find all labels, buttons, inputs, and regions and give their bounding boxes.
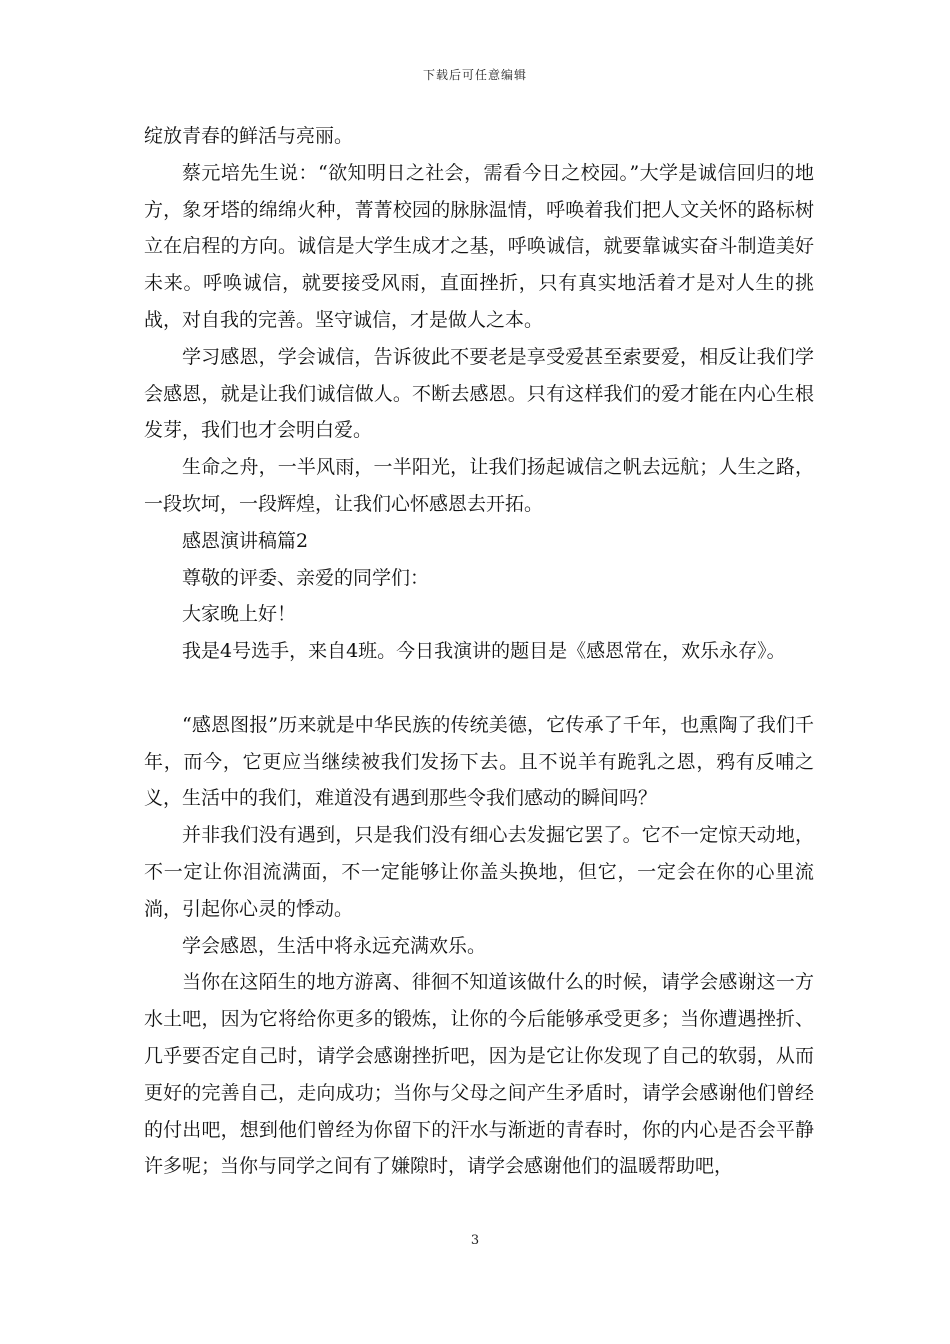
paragraph-joy: 学会感恩，生活中将永远充满欢乐。 xyxy=(182,934,487,957)
blank-line xyxy=(144,670,814,707)
page-number: 3 xyxy=(470,1233,480,1248)
section-heading: 感恩演讲稿篇2 xyxy=(182,529,309,552)
paragraph-boat-of-life: 生命之舟，一半风雨，一半阳光，让我们扬起诚信之帆去远航；人生之路，一段坎坷，一段辉煌，让我们心怀感恩去开拓。 xyxy=(144,456,814,515)
paragraph-tradition: “感恩图报”历来就是中华民族的传统美德，它传承了千年，也熏陶了我们千年，而今，它更应当继续被我们发扬下去。且不说羊有跪乳之恩，鸦有反哺之义，生活中的我们，难道没有遇到那些令我们感动的瞬间吗？ xyxy=(144,713,814,810)
speaker-intro: 我是4号选手，来自4班。今日我演讲的题目是《感恩常在，欢乐永存》。 xyxy=(182,640,786,663)
salutation: 尊敬的评委、亲爱的同学们： xyxy=(182,566,430,589)
page-header: 下载后可任意编辑 xyxy=(422,68,527,82)
paragraph-continuation: 绽放青春的鲜活与亮丽。 xyxy=(144,125,354,147)
paragraph-when-you: 当你在这陌生的地方游离、徘徊不知道该做什么的时候，请学会感谢这一方水土吧，因为它将给你更多的锻炼，让你的今后能够承受更多；当你遭遇挫折、几乎要否定自己时，请学会感谢挫折吧，因为是它让你发现了自己的软弱，从而更好的完善自己，走向成功；当你与父母之间产生矛盾时，请学会感谢他们曾经的付出吧，想到他们曾经为你留下的汗水与渐逝的青春时，你的内心是否会平静许多呢；当你与同学之间有了嫌隙时，请学会感谢他们的温暖帮助吧， xyxy=(144,971,814,1178)
paragraph-cai-yuanpei: 蔡元培先生说：“欲知明日之社会，需看今日之校园。”大学是诚信回归的地方，象牙塔的绵绵火种，菁菁校园的脉脉温情，呼唤着我们把人文关怀的路标树立在启程的方向。诚信是大学生成才之基，呼唤诚信，就要靠诚实奋斗制造美好未来。呼唤诚信，就要接受风雨，直面挫折，只有真实地活着才是对人生的挑战，对自我的完善。坚守诚信，才是做人之本。 xyxy=(144,161,814,331)
paragraph-learn-gratitude: 学习感恩，学会诚信，告诉彼此不要老是享受爱甚至索要爱，相反让我们学会感恩，就是让我们诚信做人。不断去感恩。只有这样我们的爱才能在内心生根发芽，我们也才会明白爱。 xyxy=(144,345,814,442)
document-body xyxy=(144,118,814,1185)
greeting: 大家晚上好！ xyxy=(182,603,297,626)
paragraph-discover: 并非我们没有遇到，只是我们没有细心去发掘它罢了。它不一定惊天动地，不一定让你泪流满面，不一定能够让你盖头换地，但它，一定会在你的心里流淌，引起你心灵的悸动。 xyxy=(144,824,814,920)
